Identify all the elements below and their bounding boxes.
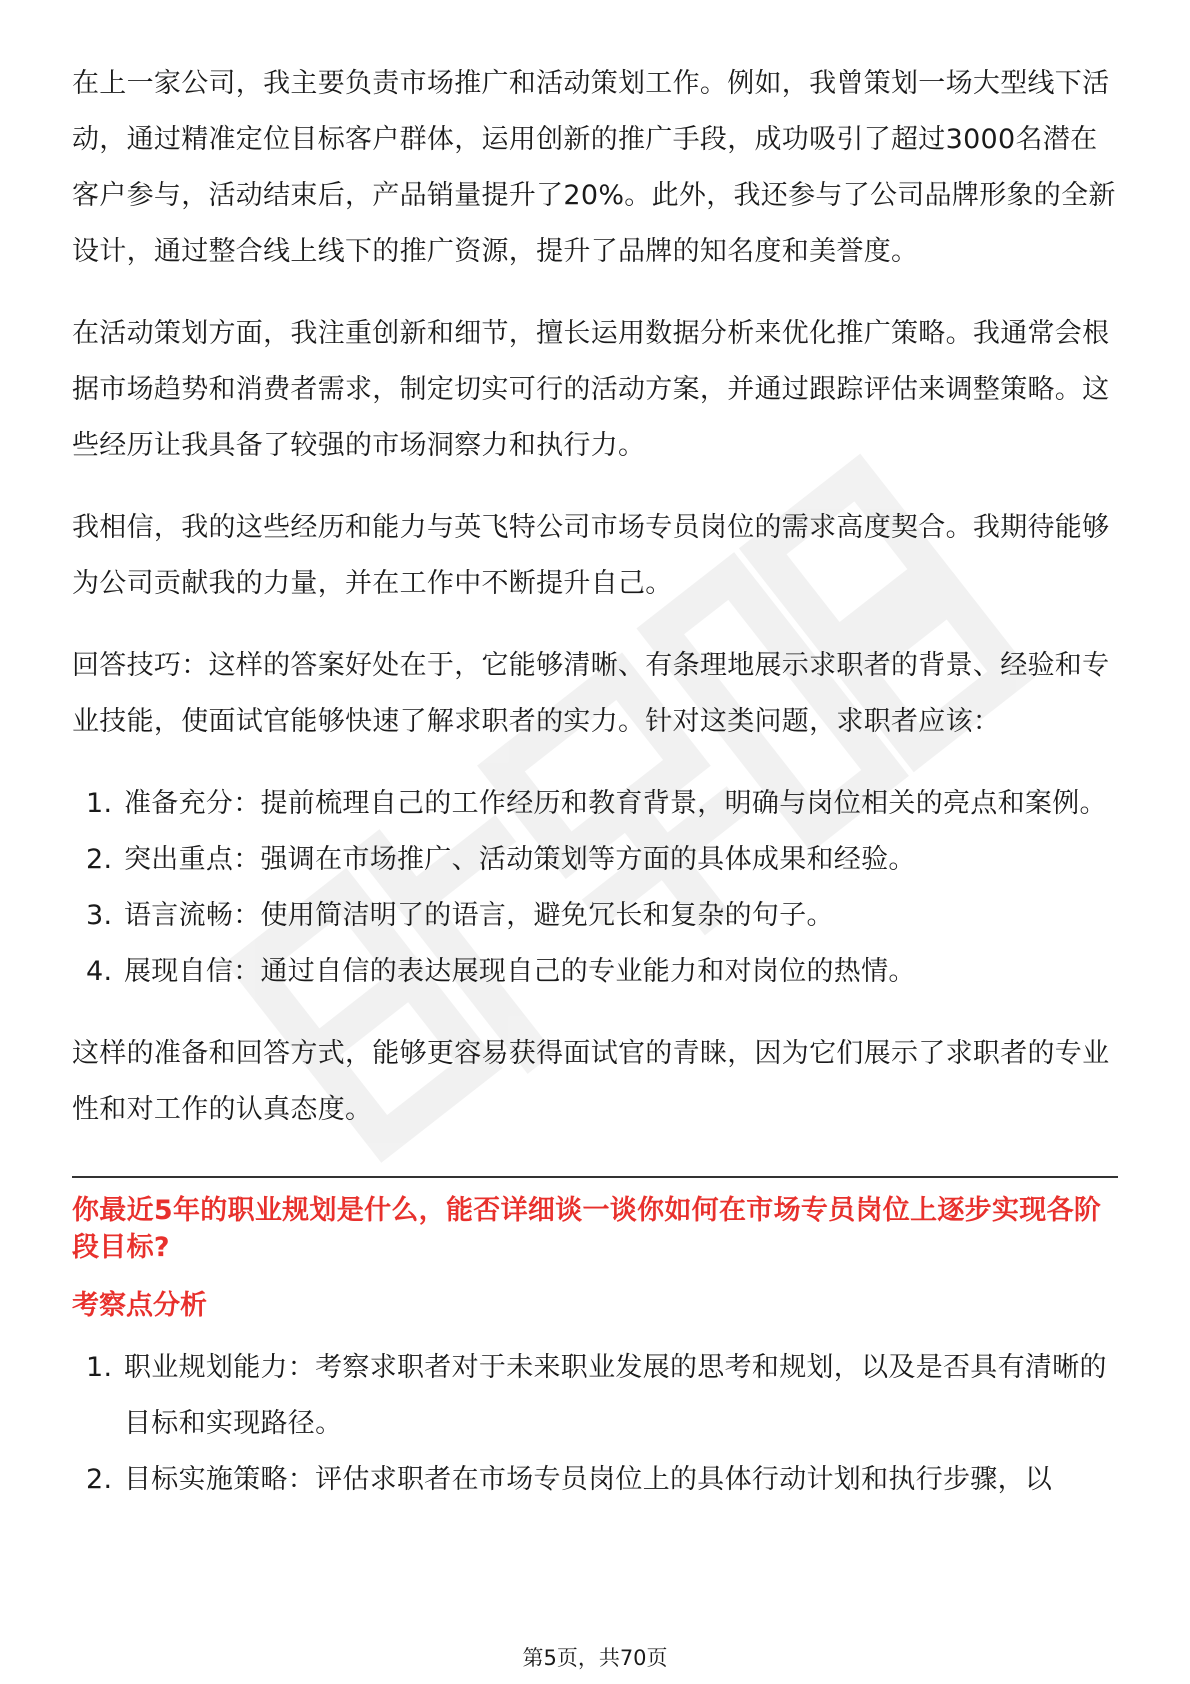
list-item-text: 职业规划能力：考察求职者对于未来职业发展的思考和规划，以及是否具有清晰的目标和实现路径。 <box>124 1352 1107 1439</box>
list-item-number: 2. <box>86 844 113 875</box>
list-item <box>72 832 1118 888</box>
list-item-text: 语言流畅：使用简洁明了的语言，避免冗长和复杂的句子。 <box>124 900 834 931</box>
answer-tips-paragraph: 回答技巧：这样的答案好处在于，它能够清晰、有条理地展示求职者的背景、经验和专业技能，使面试官能够快速了解求职者的实力。针对这类问题，求职者应该： <box>72 650 1110 737</box>
experience-paragraph: 在上一家公司，我主要负责市场推广和活动策划工作。例如，我曾策划一场大型线下活动，通过精准定位目标客户群体，运用创新的推广手段，成功吸引了超过3000名潜在客户参与，活动结束后，产品销量提升了20%。此外，我还参与了公司品牌形象的全新设计，通过整合线上线下的推广资源，提升了品牌的知名度和美誉度。 <box>72 68 1116 267</box>
closing-paragraph: 这样的准备和回答方式，能够更容易获得面试官的青睐，因为它们展示了求职者的专业性和对工作的认真态度。 <box>72 1038 1110 1125</box>
list-item <box>72 888 1118 944</box>
tips-list <box>72 776 1118 1000</box>
analysis-heading: 考察点分析 <box>72 1290 207 1321</box>
list-item-number: 3. <box>86 900 113 931</box>
page-footer: 第5页，共70页 <box>522 1646 668 1670</box>
list-item <box>72 944 1118 1000</box>
list-item-number: 1. <box>86 788 113 819</box>
list-item <box>72 1340 1118 1452</box>
list-item-number: 1. <box>86 1352 113 1383</box>
list-item <box>72 1452 1118 1508</box>
list-item <box>72 776 1118 832</box>
document-content <box>72 56 1118 1534</box>
interview-question: 你最近5年的职业规划是什么，能否详细谈一谈你如何在市场专员岗位上逐步实现各阶段目标? <box>72 1195 1102 1263</box>
list-item-number: 4. <box>86 956 113 987</box>
list-item-text: 目标实施策略：评估求职者在市场专员岗位上的具体行动计划和执行步骤，以 <box>124 1464 1053 1495</box>
list-item-number: 2. <box>86 1464 113 1495</box>
list-item-text: 展现自信：通过自信的表达展现自己的专业能力和对岗位的热情。 <box>124 956 916 987</box>
list-item-text: 突出重点：强调在市场推广、活动策划等方面的具体成果和经验。 <box>124 844 916 875</box>
fit-paragraph: 我相信，我的这些经历和能力与英飞特公司市场专员岗位的需求高度契合。我期待能够为公司贡献我的力量，并在工作中不断提升自己。 <box>72 512 1110 599</box>
planning-paragraph: 在活动策划方面，我注重创新和细节，擅长运用数据分析来优化推广策略。我通常会根据市场趋势和消费者需求，制定切实可行的活动方案，并通过跟踪评估来调整策略。这些经历让我具备了较强的市场洞察力和执行力。 <box>72 318 1110 461</box>
analysis-list <box>72 1340 1118 1508</box>
list-item-text: 准备充分：提前梳理自己的工作经历和教育背景，明确与岗位相关的亮点和案例。 <box>124 788 1107 819</box>
section-divider <box>72 1176 1118 1178</box>
